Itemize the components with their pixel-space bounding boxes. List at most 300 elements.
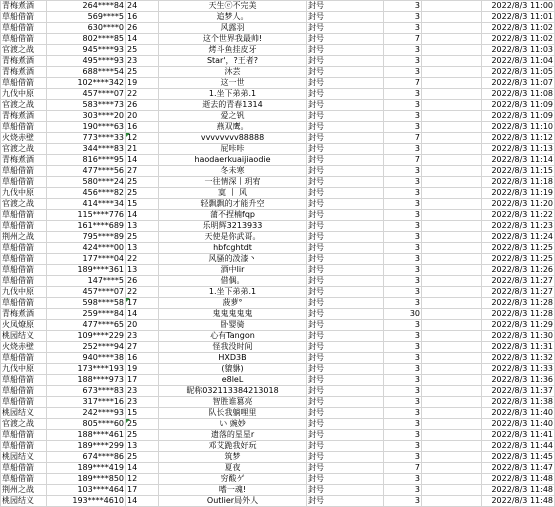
date-cell[interactable]: 2022/8/3 11:07 [482,78,555,89]
empty-cell[interactable] [422,122,482,133]
server-cell[interactable]: 草船借箭 [1,353,47,364]
ban-days-cell[interactable]: 3 [384,430,422,441]
ban-days-cell[interactable]: 3 [384,287,422,298]
empty-cell[interactable] [422,320,482,331]
account-id-cell[interactable]: 583****73 [47,100,126,111]
server-cell[interactable]: 桃园结义 [1,452,47,463]
level-cell[interactable]: 13 [126,243,159,254]
server-cell[interactable]: 草船借箭 [1,166,47,177]
date-cell[interactable]: 2022/8/3 11:32 [482,353,555,364]
ban-days-cell[interactable]: 3 [384,331,422,342]
player-name-cell[interactable]: 乐明辉3213933 [159,221,307,232]
server-cell[interactable]: 青梅煮酒 [1,1,47,12]
player-name-cell[interactable]: (貔貅) [159,364,307,375]
action-cell[interactable]: 封号 [307,188,384,199]
player-name-cell[interactable]: 借偶。 [159,276,307,287]
server-cell[interactable]: 草船借箭 [1,474,47,485]
date-cell[interactable]: 2022/8/3 11:26 [482,265,555,276]
date-cell[interactable]: 2022/8/3 11:40 [482,419,555,430]
ban-days-cell[interactable]: 3 [384,386,422,397]
date-cell[interactable]: 2022/8/3 11:45 [482,452,555,463]
account-id-cell[interactable]: 598****58 [47,298,126,309]
action-cell[interactable]: 封号 [307,276,384,287]
account-id-cell[interactable]: 630****0 [47,23,126,34]
action-cell[interactable]: 封号 [307,78,384,89]
level-cell[interactable]: 16 [126,12,159,23]
action-cell[interactable]: 封号 [307,89,384,100]
player-name-cell[interactable]: e8leL [159,375,307,386]
account-id-cell[interactable]: 802****85 [47,34,126,45]
date-cell[interactable]: 2022/8/3 11:19 [482,188,555,199]
ban-days-cell[interactable]: 3 [384,56,422,67]
level-cell[interactable]: 27 [126,166,159,177]
action-cell[interactable]: 封号 [307,485,384,496]
date-cell[interactable]: 2022/8/3 11:29 [482,320,555,331]
server-cell[interactable]: 火烧赤壁 [1,133,47,144]
level-cell[interactable]: 12 [126,474,159,485]
action-cell[interactable]: 封号 [307,408,384,419]
date-cell[interactable]: 2022/8/3 11:48 [482,496,555,507]
account-id-cell[interactable]: 115****776 [47,210,126,221]
action-cell[interactable]: 封号 [307,210,384,221]
ban-days-cell[interactable]: 7 [384,463,422,474]
player-name-cell[interactable]: 这一世 [159,78,307,89]
player-name-cell[interactable]: 逝去的青春1314 [159,100,307,111]
level-cell[interactable]: 20 [126,320,159,331]
server-cell[interactable]: 青梅煮酒 [1,56,47,67]
account-id-cell[interactable]: 569****5 [47,12,126,23]
server-cell[interactable]: 草船借箭 [1,386,47,397]
ban-days-cell[interactable]: 3 [384,276,422,287]
account-id-cell[interactable]: 188****973 [47,375,126,386]
date-cell[interactable]: 2022/8/3 11:05 [482,67,555,78]
date-cell[interactable]: 2022/8/3 11:23 [482,221,555,232]
empty-cell[interactable] [422,408,482,419]
level-cell[interactable]: 21 [126,144,159,155]
empty-cell[interactable] [422,287,482,298]
level-cell[interactable]: 14 [126,309,159,320]
ban-days-cell[interactable]: 3 [384,12,422,23]
date-cell[interactable]: 2022/8/3 11:02 [482,23,555,34]
account-id-cell[interactable]: 102****342 [47,78,126,89]
server-cell[interactable]: 草船借箭 [1,78,47,89]
level-cell[interactable]: 23 [126,397,159,408]
ban-days-cell[interactable]: 3 [384,166,422,177]
account-id-cell[interactable]: 109****229 [47,331,126,342]
ban-days-cell[interactable]: 3 [384,441,422,452]
empty-cell[interactable] [422,12,482,23]
player-name-cell[interactable]: 菠萝° [159,298,307,309]
server-cell[interactable]: 青梅煮酒 [1,309,47,320]
date-cell[interactable]: 2022/8/3 11:20 [482,199,555,210]
date-cell[interactable]: 2022/8/3 11:27 [482,287,555,298]
ban-days-cell[interactable]: 3 [384,408,422,419]
empty-cell[interactable] [422,177,482,188]
ban-days-cell[interactable]: 3 [384,89,422,100]
empty-cell[interactable] [422,452,482,463]
empty-cell[interactable] [422,254,482,265]
empty-cell[interactable] [422,485,482,496]
empty-cell[interactable] [422,386,482,397]
empty-cell[interactable] [422,1,482,12]
server-cell[interactable]: 官渡之战 [1,45,47,56]
player-name-cell[interactable]: 夏夜 [159,463,307,474]
ban-days-cell[interactable]: 3 [384,254,422,265]
date-cell[interactable]: 2022/8/3 11:36 [482,375,555,386]
player-name-cell[interactable]: 智胜谁篡亮 [159,397,307,408]
player-name-cell[interactable]: 追梦人。 [159,12,307,23]
level-cell[interactable]: 26 [126,100,159,111]
empty-cell[interactable] [422,144,482,155]
level-cell[interactable]: 23 [126,386,159,397]
level-cell[interactable]: 27 [126,342,159,353]
date-cell[interactable]: 2022/8/3 11:47 [482,463,555,474]
action-cell[interactable]: 封号 [307,243,384,254]
action-cell[interactable]: 封号 [307,221,384,232]
level-cell[interactable]: 22 [126,254,159,265]
date-cell[interactable]: 2022/8/3 11:48 [482,474,555,485]
date-cell[interactable]: 2022/8/3 11:25 [482,254,555,265]
server-cell[interactable]: 草船借箭 [1,122,47,133]
action-cell[interactable]: 封号 [307,375,384,386]
server-cell[interactable]: 草船借箭 [1,243,47,254]
action-cell[interactable]: 封号 [307,12,384,23]
action-cell[interactable]: 封号 [307,155,384,166]
date-cell[interactable]: 2022/8/3 11:27 [482,276,555,287]
empty-cell[interactable] [422,463,482,474]
ban-days-cell[interactable]: 3 [384,419,422,430]
server-cell[interactable]: 草船借箭 [1,397,47,408]
action-cell[interactable]: 封号 [307,496,384,507]
date-cell[interactable]: 2022/8/3 11:41 [482,430,555,441]
action-cell[interactable]: 封号 [307,397,384,408]
empty-cell[interactable] [422,331,482,342]
action-cell[interactable]: 封号 [307,452,384,463]
account-id-cell[interactable]: 940****38 [47,353,126,364]
empty-cell[interactable] [422,210,482,221]
level-cell[interactable]: 14 [126,155,159,166]
action-cell[interactable]: 封号 [307,232,384,243]
date-cell[interactable]: 2022/8/3 11:00 [482,1,555,12]
account-id-cell[interactable]: 177****04 [47,254,126,265]
action-cell[interactable]: 封号 [307,265,384,276]
date-cell[interactable]: 2022/8/3 11:44 [482,441,555,452]
account-id-cell[interactable]: 193****4610 [47,496,126,507]
account-id-cell[interactable]: 303****20 [47,111,126,122]
action-cell[interactable]: 封号 [307,1,384,12]
date-cell[interactable]: 2022/8/3 11:31 [482,342,555,353]
account-id-cell[interactable]: 189****299 [47,441,126,452]
player-name-cell[interactable]: 风露羽 [159,23,307,34]
empty-cell[interactable] [422,100,482,111]
action-cell[interactable]: 封号 [307,441,384,452]
action-cell[interactable]: 封号 [307,45,384,56]
empty-cell[interactable] [422,243,482,254]
action-cell[interactable]: 封号 [307,166,384,177]
ban-days-cell[interactable]: 3 [384,364,422,375]
empty-cell[interactable] [422,89,482,100]
empty-cell[interactable] [422,133,482,144]
empty-cell[interactable] [422,188,482,199]
account-id-cell[interactable]: 805****60 [47,419,126,430]
action-cell[interactable]: 封号 [307,298,384,309]
date-cell[interactable]: 2022/8/3 11:33 [482,364,555,375]
empty-cell[interactable] [422,199,482,210]
level-cell[interactable]: 14 [126,34,159,45]
empty-cell[interactable] [422,397,482,408]
ban-days-cell[interactable]: 3 [384,496,422,507]
account-id-cell[interactable]: 161****689 [47,221,126,232]
account-id-cell[interactable]: 477****56 [47,166,126,177]
empty-cell[interactable] [422,276,482,287]
account-id-cell[interactable]: 674****86 [47,452,126,463]
ban-days-cell[interactable]: 3 [384,23,422,34]
player-name-cell[interactable]: 一往情深丨玥宥 [159,177,307,188]
ban-days-cell[interactable]: 3 [384,221,422,232]
account-id-cell[interactable]: 580****24 [47,177,126,188]
level-cell[interactable]: 25 [126,67,159,78]
account-id-cell[interactable]: 190****63 [47,122,126,133]
level-cell[interactable]: 15 [126,408,159,419]
account-id-cell[interactable]: 816****95 [47,155,126,166]
empty-cell[interactable] [422,34,482,45]
server-cell[interactable]: 草船借箭 [1,210,47,221]
server-cell[interactable]: 九伐中原 [1,89,47,100]
action-cell[interactable]: 封号 [307,342,384,353]
empty-cell[interactable] [422,441,482,452]
level-cell[interactable]: 12 [126,133,159,144]
ban-days-cell[interactable]: 7 [384,78,422,89]
date-cell[interactable]: 2022/8/3 11:30 [482,331,555,342]
level-cell[interactable]: 25 [126,188,159,199]
server-cell[interactable]: 草船借箭 [1,463,47,474]
server-cell[interactable]: 官渡之战 [1,144,47,155]
account-id-cell[interactable]: 477****65 [47,320,126,331]
player-name-cell[interactable]: 昵称032113384213018 [159,386,307,397]
level-cell[interactable]: 17 [126,485,159,496]
ban-days-cell[interactable]: 3 [384,232,422,243]
action-cell[interactable]: 封号 [307,287,384,298]
account-id-cell[interactable]: 103****464 [47,485,126,496]
server-cell[interactable]: 草船借箭 [1,221,47,232]
player-name-cell[interactable]: 蒲不捏楠fqp [159,210,307,221]
player-name-cell[interactable]: 天生ⓔ不完美 [159,1,307,12]
action-cell[interactable]: 封号 [307,254,384,265]
date-cell[interactable]: 2022/8/3 11:25 [482,243,555,254]
action-cell[interactable]: 封号 [307,56,384,67]
date-cell[interactable]: 2022/8/3 11:28 [482,309,555,320]
server-cell[interactable]: 草船借箭 [1,298,47,309]
level-cell[interactable]: 17 [126,375,159,386]
ban-days-cell[interactable]: 3 [384,45,422,56]
date-cell[interactable]: 2022/8/3 11:13 [482,144,555,155]
level-cell[interactable]: 26 [126,23,159,34]
level-cell[interactable]: 14 [126,496,159,507]
player-name-cell[interactable]: haodaerkuaijiaodie [159,155,307,166]
player-name-cell[interactable]: 寞 丨 风 [159,188,307,199]
level-cell[interactable]: 13 [126,265,159,276]
ban-days-cell[interactable]: 3 [384,100,422,111]
player-name-cell[interactable]: 天使是你武哥。 [159,232,307,243]
level-cell[interactable]: 15 [126,199,159,210]
player-name-cell[interactable]: 遗落的星星r [159,430,307,441]
date-cell[interactable]: 2022/8/3 11:12 [482,133,555,144]
account-id-cell[interactable]: 456****82 [47,188,126,199]
player-name-cell[interactable]: 1.坐下弟弟.1 [159,287,307,298]
date-cell[interactable]: 2022/8/3 11:40 [482,408,555,419]
ban-days-cell[interactable]: 3 [384,353,422,364]
empty-cell[interactable] [422,430,482,441]
server-cell[interactable]: 九伐中原 [1,188,47,199]
player-name-cell[interactable]: Star'，?王者? [159,56,307,67]
player-name-cell[interactable]: HXD3B [159,353,307,364]
server-cell[interactable]: 草船借箭 [1,276,47,287]
empty-cell[interactable] [422,23,482,34]
account-id-cell[interactable]: 189****850 [47,474,126,485]
level-cell[interactable]: 26 [126,276,159,287]
player-name-cell[interactable]: vvvvvvvv88888 [159,133,307,144]
action-cell[interactable]: 封号 [307,364,384,375]
ban-days-cell[interactable]: 3 [384,177,422,188]
player-name-cell[interactable]: hbfcghtdt [159,243,307,254]
player-name-cell[interactable]: 心有Tangon [159,331,307,342]
ban-days-cell[interactable]: 30 [384,309,422,320]
player-name-cell[interactable]: 卧婴骑 [159,320,307,331]
player-name-cell[interactable]: 嗜一魂! [159,485,307,496]
level-cell[interactable]: 17 [126,298,159,309]
account-id-cell[interactable]: 264****84 [47,1,126,12]
server-cell[interactable]: 荆州之战 [1,232,47,243]
server-cell[interactable]: 桃园结义 [1,408,47,419]
empty-cell[interactable] [422,364,482,375]
date-cell[interactable]: 2022/8/3 11:14 [482,155,555,166]
action-cell[interactable]: 封号 [307,331,384,342]
player-name-cell[interactable]: 沐芸 [159,67,307,78]
action-cell[interactable]: 封号 [307,386,384,397]
ban-days-cell[interactable]: 7 [384,155,422,166]
level-cell[interactable]: 22 [126,89,159,100]
account-id-cell[interactable]: 673****83 [47,386,126,397]
action-cell[interactable]: 封号 [307,67,384,78]
player-name-cell[interactable]: Outlier局外人 [159,496,307,507]
date-cell[interactable]: 2022/8/3 11:03 [482,45,555,56]
player-name-cell[interactable]: 怪我没时间 [159,342,307,353]
account-id-cell[interactable]: 252****94 [47,342,126,353]
empty-cell[interactable] [422,45,482,56]
player-name-cell[interactable]: 鬼鬼鬼鬼鬼 [159,309,307,320]
empty-cell[interactable] [422,232,482,243]
empty-cell[interactable] [422,375,482,386]
server-cell[interactable]: 青梅煮酒 [1,155,47,166]
level-cell[interactable]: 25 [126,177,159,188]
server-cell[interactable]: 荆州之战 [1,485,47,496]
account-id-cell[interactable]: 457****07 [47,89,126,100]
date-cell[interactable]: 2022/8/3 11:24 [482,232,555,243]
level-cell[interactable]: 25 [126,430,159,441]
account-id-cell[interactable]: 189****419 [47,463,126,474]
account-id-cell[interactable]: 424****00 [47,243,126,254]
player-name-cell[interactable]: 队长我躺哩里 [159,408,307,419]
server-cell[interactable]: 官渡之战 [1,100,47,111]
date-cell[interactable]: 2022/8/3 11:02 [482,34,555,45]
action-cell[interactable]: 封号 [307,133,384,144]
account-id-cell[interactable]: 317****16 [47,397,126,408]
empty-cell[interactable] [422,474,482,485]
account-id-cell[interactable]: 945****93 [47,45,126,56]
ban-days-cell[interactable]: 3 [384,452,422,463]
account-id-cell[interactable]: 495****93 [47,56,126,67]
ban-days-cell[interactable]: 3 [384,210,422,221]
ban-days-cell[interactable]: 3 [384,243,422,254]
ban-days-cell[interactable]: 3 [384,375,422,386]
level-cell[interactable]: 23 [126,331,159,342]
ban-days-cell[interactable]: 3 [384,144,422,155]
player-name-cell[interactable]: い 豌妙 [159,419,307,430]
level-cell[interactable]: 20 [126,111,159,122]
ban-days-cell[interactable]: 7 [384,133,422,144]
empty-cell[interactable] [422,298,482,309]
date-cell[interactable]: 2022/8/3 11:48 [482,485,555,496]
ban-days-cell[interactable]: 3 [384,111,422,122]
account-id-cell[interactable]: 259****84 [47,309,126,320]
date-cell[interactable]: 2022/8/3 11:22 [482,210,555,221]
empty-cell[interactable] [422,111,482,122]
level-cell[interactable]: 16 [126,353,159,364]
player-name-cell[interactable]: 屁咔咔 [159,144,307,155]
empty-cell[interactable] [422,221,482,232]
action-cell[interactable]: 封号 [307,144,384,155]
level-cell[interactable]: 25 [126,45,159,56]
ban-days-cell[interactable]: 3 [384,320,422,331]
account-id-cell[interactable]: 344****83 [47,144,126,155]
player-name-cell[interactable]: 冬未寒 [159,166,307,177]
date-cell[interactable]: 2022/8/3 11:01 [482,12,555,23]
server-cell[interactable]: 草船借箭 [1,34,47,45]
action-cell[interactable]: 封号 [307,34,384,45]
server-cell[interactable]: 草船借箭 [1,23,47,34]
ban-days-cell[interactable]: 3 [384,188,422,199]
empty-cell[interactable] [422,309,482,320]
empty-cell[interactable] [422,166,482,177]
level-cell[interactable]: 13 [126,441,159,452]
empty-cell[interactable] [422,56,482,67]
date-cell[interactable]: 2022/8/3 11:09 [482,111,555,122]
ban-days-cell[interactable]: 3 [384,298,422,309]
level-cell[interactable]: 22 [126,287,159,298]
level-cell[interactable]: 14 [126,210,159,221]
ban-days-cell[interactable]: 3 [384,67,422,78]
empty-cell[interactable] [422,155,482,166]
server-cell[interactable]: 青梅煮酒 [1,67,47,78]
date-cell[interactable]: 2022/8/3 11:15 [482,166,555,177]
account-id-cell[interactable]: 688****54 [47,67,126,78]
ban-days-cell[interactable]: 3 [384,342,422,353]
ban-days-cell[interactable]: 3 [384,265,422,276]
server-cell[interactable]: 草船借箭 [1,12,47,23]
account-id-cell[interactable]: 242****93 [47,408,126,419]
ban-days-cell[interactable]: 3 [384,1,422,12]
server-cell[interactable]: 青梅煮酒 [1,111,47,122]
server-cell[interactable]: 桃园结义 [1,331,47,342]
player-name-cell[interactable]: 1.坐下弟弟.1 [159,89,307,100]
account-id-cell[interactable]: 773****33 [47,133,126,144]
date-cell[interactable]: 2022/8/3 11:09 [482,100,555,111]
level-cell[interactable]: 13 [126,221,159,232]
server-cell[interactable]: 草船借箭 [1,177,47,188]
player-name-cell[interactable]: 酒中lir [159,265,307,276]
action-cell[interactable]: 封号 [307,23,384,34]
action-cell[interactable]: 封号 [307,111,384,122]
